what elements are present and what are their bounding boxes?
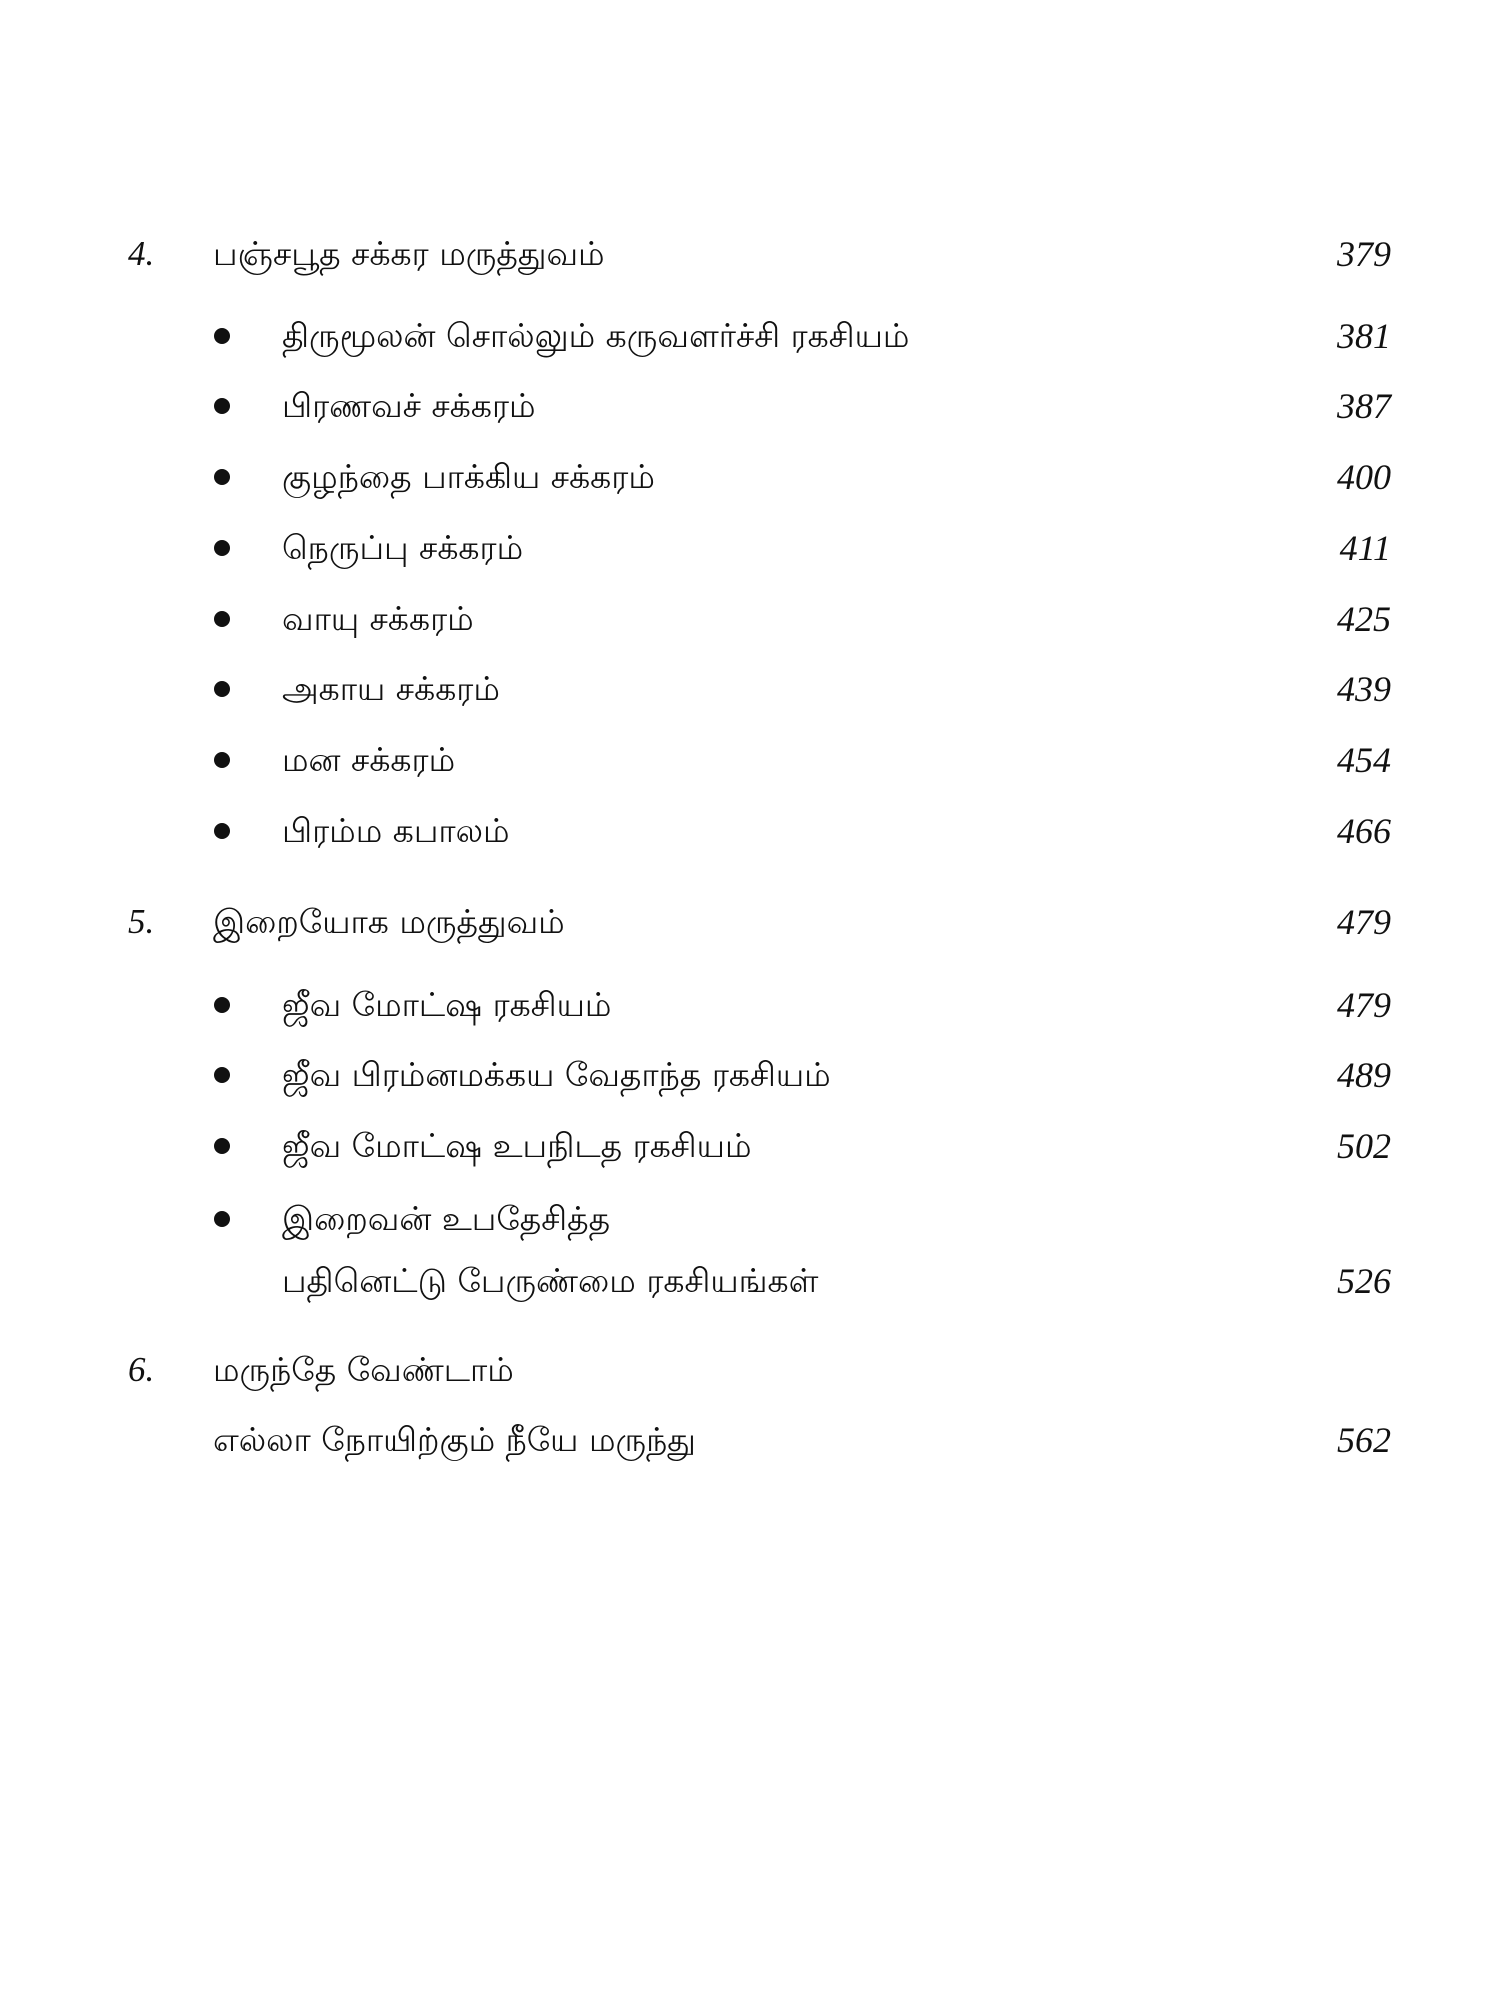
chapter-title-line-2: எல்லா நோயிற்கும் நீயே மருந்து [213, 1420, 696, 1459]
bullet-icon [214, 1138, 230, 1154]
toc-entry[interactable] [0, 1116, 1500, 1176]
toc-entry[interactable] [0, 589, 1500, 649]
chapter-title: இறையோக மருத்துவம் [213, 902, 565, 941]
entry-title-line-1: இறைவன் உபதேசித்த [282, 1199, 611, 1238]
page-number: 411 [1339, 528, 1391, 568]
entry-title: திருமூலன் சொல்லும் கருவளர்ச்சி ரகசியம் [282, 316, 910, 355]
page-number: 381 [1337, 316, 1391, 356]
entry-title-line-2: பதினெட்டு பேருண்மை ரகசியங்கள் [282, 1261, 819, 1300]
page-number: 425 [1337, 599, 1391, 639]
toc-entry[interactable] [0, 1189, 1500, 1249]
bullet-icon [214, 823, 230, 839]
chapter-number: 5. [128, 902, 155, 941]
entry-title: பிரம்ம கபாலம் [282, 811, 510, 850]
toc-chapter-6-continuation[interactable] [0, 1410, 1500, 1470]
toc-entry[interactable] [0, 306, 1500, 366]
page-number: 526 [1337, 1261, 1391, 1301]
page-number: 489 [1337, 1055, 1391, 1095]
entry-title: அகாய சக்கரம் [282, 669, 500, 708]
page-number: 466 [1337, 811, 1391, 851]
entry-title: ஜீவ மோட்ஷ ரகசியம் [282, 985, 612, 1024]
entry-title: மன சக்கரம் [282, 740, 456, 779]
chapter-title: பஞ்சபூத சக்கர மருத்துவம் [213, 234, 605, 273]
chapter-title-line-1: மருந்தே வேண்டாம் [213, 1350, 514, 1389]
toc-entry[interactable] [0, 801, 1500, 861]
entry-title: நெருப்பு சக்கரம் [282, 528, 524, 567]
page-number: 479 [1337, 902, 1391, 942]
entry-title: ஜீவ மோட்ஷ உபநிடத ரகசியம் [282, 1126, 752, 1165]
bullet-icon [214, 1211, 230, 1227]
toc-entry[interactable] [0, 1045, 1500, 1105]
toc-entry[interactable] [0, 659, 1500, 719]
bullet-icon [214, 469, 230, 485]
entry-title: ஜீவ பிரம்னமக்கய வேதாந்த ரகசியம் [282, 1055, 831, 1094]
bullet-icon [214, 611, 230, 627]
bullet-icon [214, 328, 230, 344]
bullet-icon [214, 997, 230, 1013]
chapter-number: 4. [128, 234, 155, 273]
toc-entry-continuation[interactable] [0, 1251, 1500, 1311]
page-number: 562 [1337, 1420, 1391, 1460]
page-number: 454 [1337, 740, 1391, 780]
toc-entry[interactable] [0, 376, 1500, 436]
bullet-icon [214, 1067, 230, 1083]
page-number: 502 [1337, 1126, 1391, 1166]
chapter-number: 6. [128, 1350, 155, 1389]
toc-entry[interactable] [0, 447, 1500, 507]
bullet-icon [214, 752, 230, 768]
toc-entry[interactable] [0, 518, 1500, 578]
bullet-icon [214, 398, 230, 414]
toc-chapter-6[interactable] [0, 1340, 1500, 1400]
page-number: 387 [1337, 386, 1391, 426]
entry-title: வாயு சக்கரம் [282, 599, 474, 638]
entry-title: பிரணவச் சக்கரம் [282, 386, 536, 425]
page-number: 379 [1337, 234, 1391, 274]
toc-chapter-5[interactable] [0, 892, 1500, 952]
toc-chapter-4[interactable] [0, 224, 1500, 284]
page-number: 400 [1337, 457, 1391, 497]
bullet-icon [214, 681, 230, 697]
toc-entry[interactable] [0, 730, 1500, 790]
page-number: 439 [1337, 669, 1391, 709]
toc-entry[interactable] [0, 975, 1500, 1035]
bullet-icon [214, 540, 230, 556]
entry-title: குழந்தை பாக்கிய சக்கரம் [282, 457, 655, 496]
page-number: 479 [1337, 985, 1391, 1025]
